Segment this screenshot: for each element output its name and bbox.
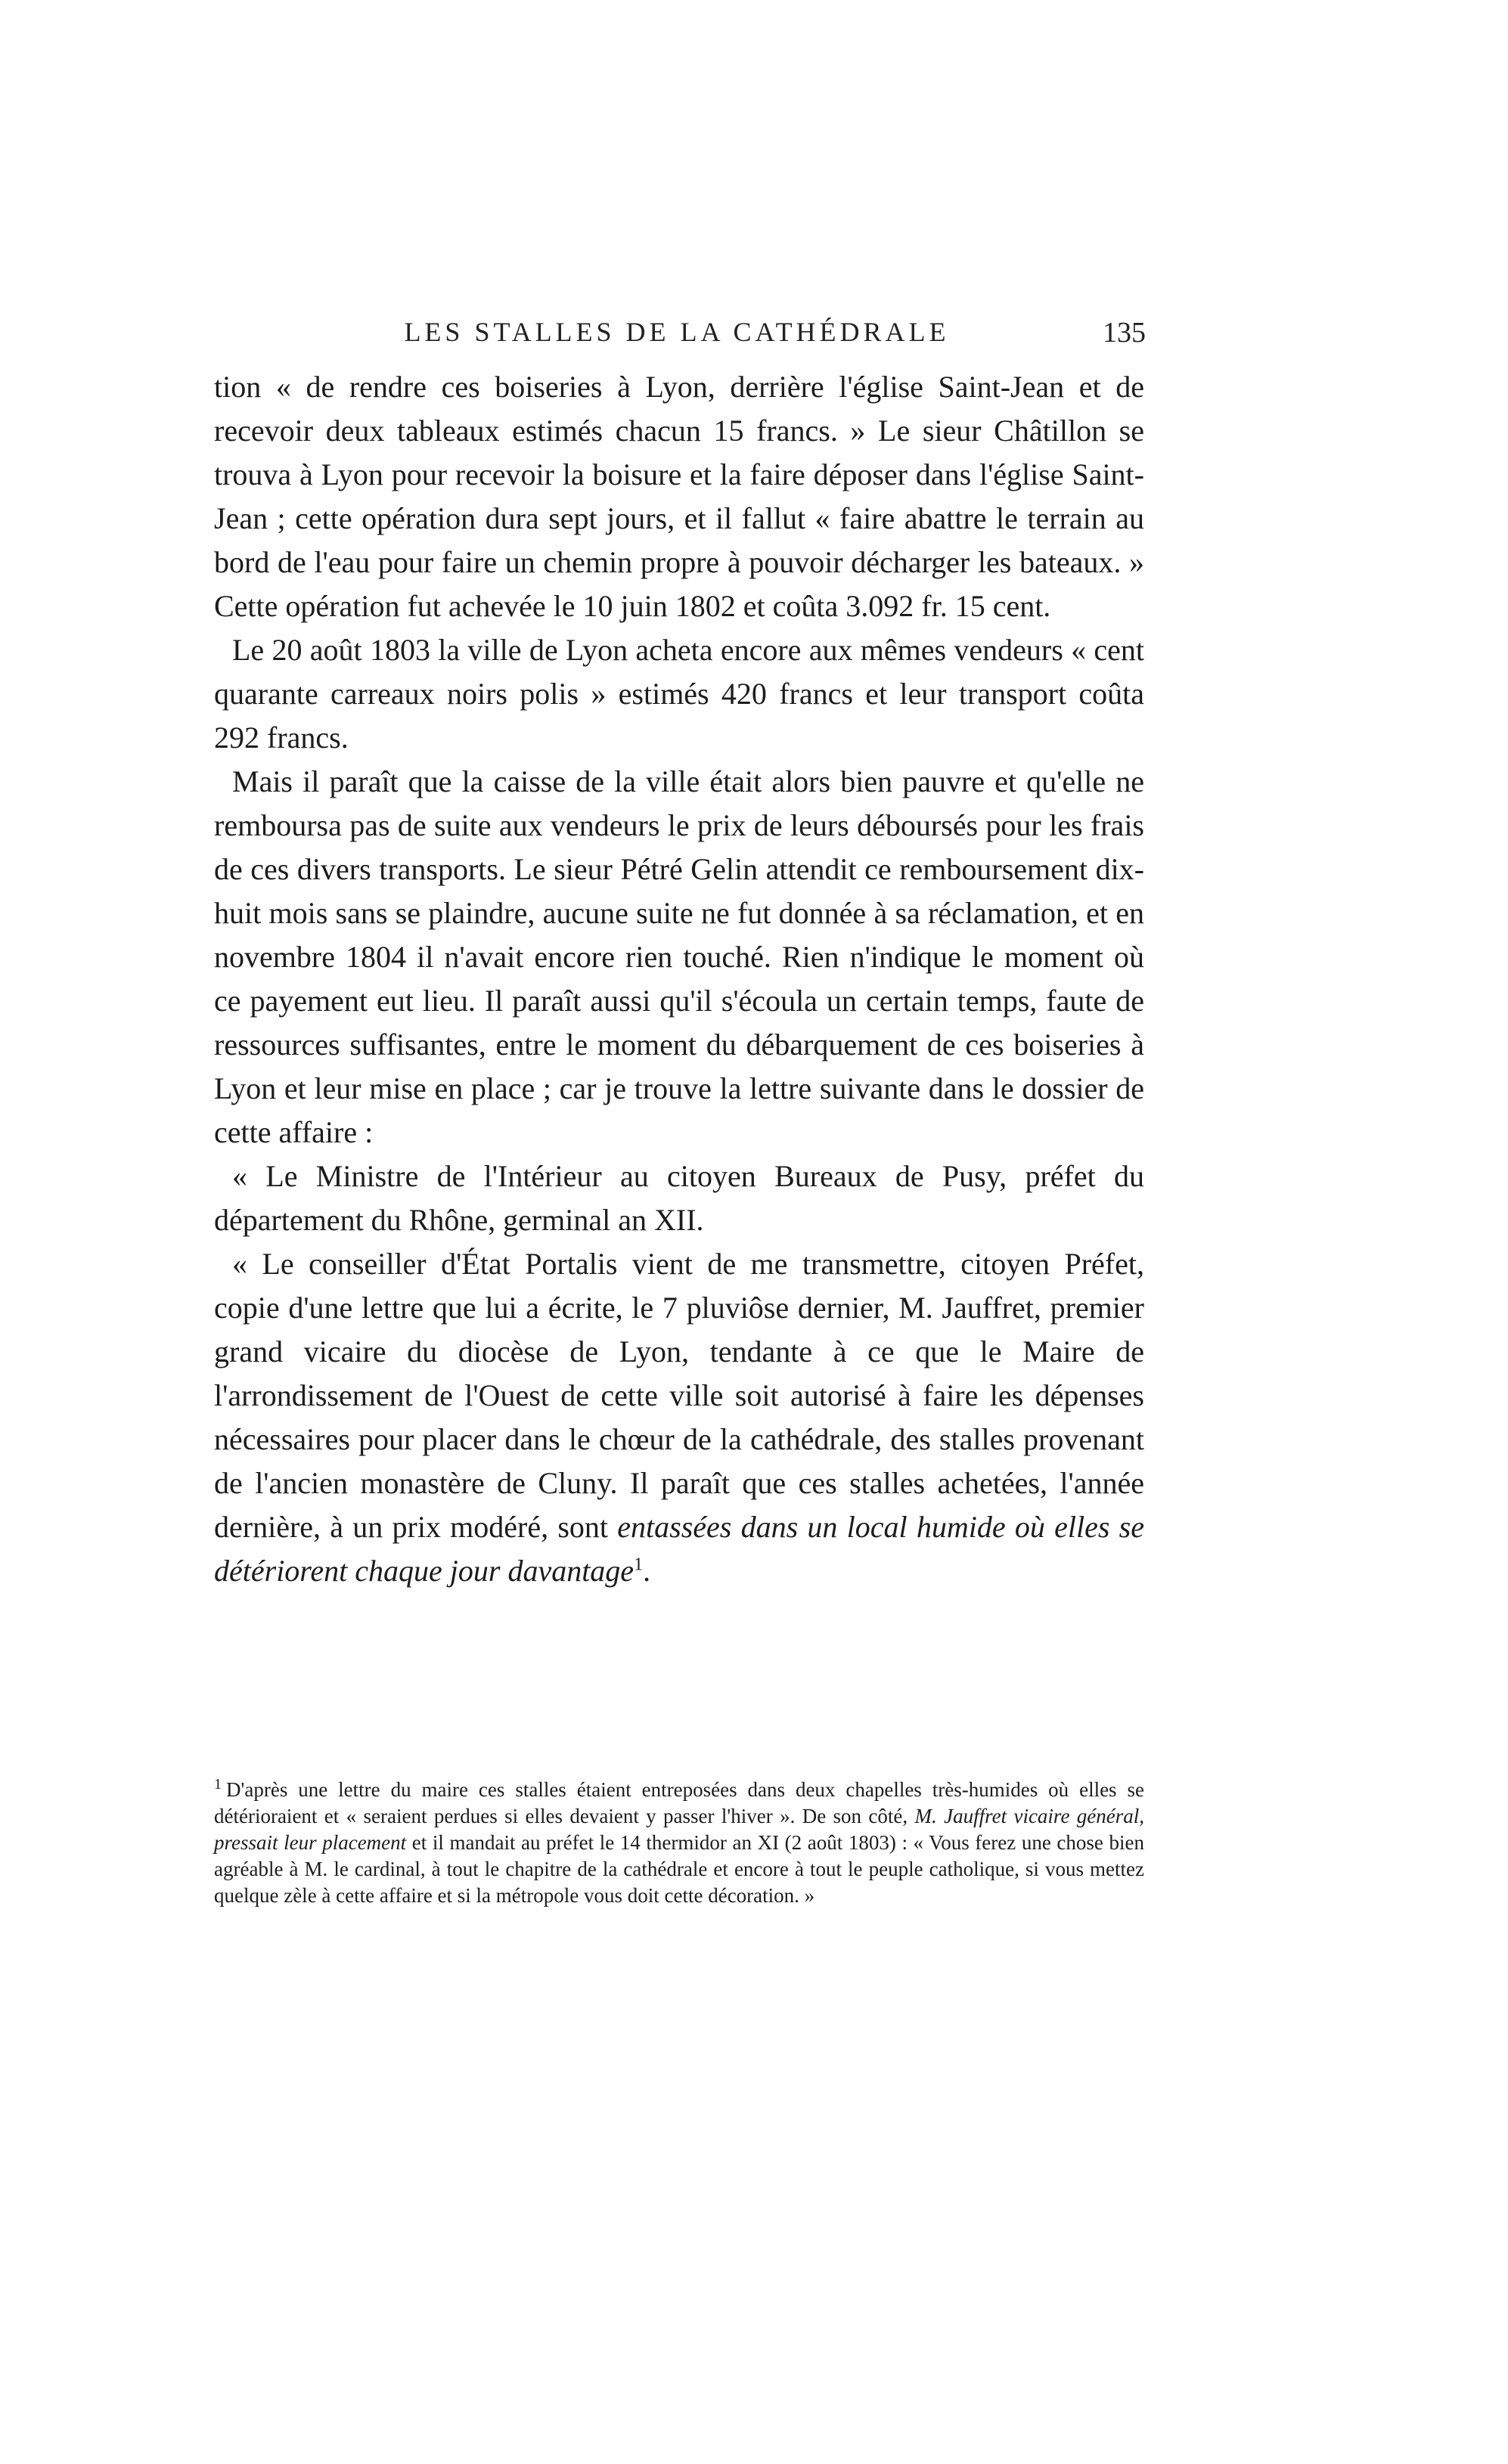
footnote-reference[interactable]: 1 xyxy=(634,1554,644,1575)
letter-body-text: « Le conseiller d'État Portalis vient de me transmettre, citoyen Préfet, copie d'une lettre que lui a écrite, le 7 pluviôse dernier, M. Jauffret, premier grand vicaire du diocèse de Lyon, tendante à ce que le Maire de l'arrondissement de l'Ouest de cette ville soit autorisé à faire les dépenses nécessaires pour placer dans le chœur de la cathédrale, des stalles provenant de l'ancien monastère de Cluny. Il paraît que ces stalles achetées, l'année dernière, à un prix modéré, sont xyxy=(214,1247,1144,1544)
letter-body-end: . xyxy=(643,1554,651,1588)
footnote-text-a: D'après une lettre du maire ces stalles étaient entreposées dans deux chapelles très-humides où elles se détérioraient et « seraient perdues si elles devaient y passer l'hiver ». De son côté, xyxy=(214,1778,1144,1827)
letter-body-italic: entassées dans un local humide où elles se détériorent chaque jour davantage xyxy=(214,1510,1145,1588)
main-text xyxy=(214,365,1144,1593)
paragraph-purchase: Le 20 août 1803 la ville de Lyon acheta encore aux mêmes vendeurs « cent quarante carreaux noirs polis » estimés 420 francs et leur transport coûta 292 francs. xyxy=(214,633,1144,755)
footnotes xyxy=(214,1777,1144,1909)
paragraph-reimbursement: Mais il paraît que la caisse de la ville était alors bien pauvre et qu'elle ne remboursa pas de suite aux vendeurs le prix de leurs déboursés pour les frais de ces divers transports. Le sieur Pétré Gelin attendit ce remboursement dix-huit mois sans se plaindre, aucune suite ne fut donnée à sa réclamation, et en novembre 1804 il n'avait encore rien touché. Rien n'indique le moment où ce payement eut lieu. Il paraît aussi qu'il s'écoula un certain temps, faute de ressources suffisantes, entre le moment du débarquement de ces boiseries à Lyon et leur mise en place ; car je trouve la lettre suivante dans le dossier de cette affaire : xyxy=(214,764,1144,1149)
footnote-text-italic: M. Jauffret vicaire général, pressait leur placement xyxy=(214,1805,1145,1854)
footnote-marker: 1 xyxy=(214,1776,222,1793)
footnote-text-b: et il mandait au préfet le 14 thermidor an XI (2 août 1803) : « Vous ferez une chose bien agréable à M. le cardinal, à tout le chapitre de la cathédrale et encore à tout le peuple catholique, si vous mettez quelque zèle à cette affaire et si la métropole vous doit cette décoration. » xyxy=(214,1831,1144,1907)
running-title: LES STALLES DE LA CATHÉDRALE xyxy=(404,317,950,347)
page-number: 135 xyxy=(1103,317,1146,349)
paragraph-letter-body xyxy=(214,1242,1144,1593)
running-head xyxy=(208,316,1146,354)
paragraph-letter-heading: « Le Ministre de l'Intérieur au citoyen Bureaux de Pusy, préfet du département du Rhône, germinal an XII. xyxy=(214,1159,1144,1237)
footnote-1 xyxy=(214,1777,1144,1909)
paragraph-continuation: tion « de rendre ces boiseries à Lyon, derrière l'église Saint-Jean et de recevoir deux tableaux estimés chacun 15 francs. » Le sieur Châtillon se trouva à Lyon pour recevoir la boisure et la faire déposer dans l'église Saint-Jean ; cette opération dura sept jours, et il fallut « faire abattre le terrain au bord de l'eau pour faire un chemin propre à pouvoir décharger les bateaux. » Cette opération fut achevée le 10 juin 1802 et coûta 3.092 fr. 15 cent. xyxy=(214,370,1144,623)
